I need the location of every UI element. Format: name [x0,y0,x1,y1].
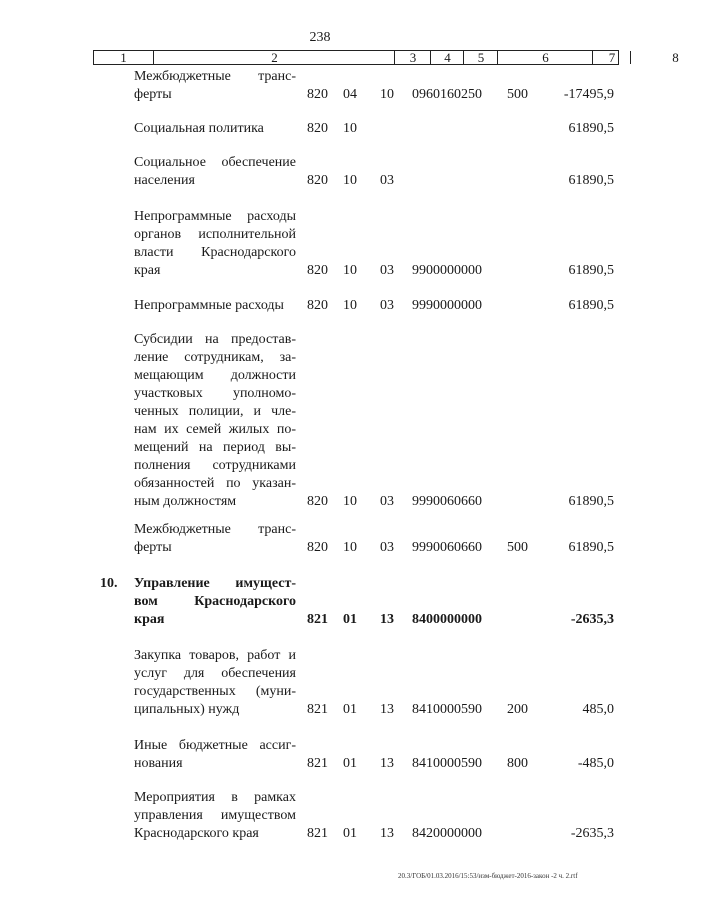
cell-c4: 10 [343,121,357,136]
description-line: края [134,263,161,278]
column-header-7: 7 [592,51,631,64]
table-row [0,647,640,719]
row-description [134,208,296,280]
table-row [0,789,640,843]
cell-c8: -2635,3 [570,826,614,841]
cell-c6: 9990060660 [412,494,482,509]
cell-c5: 03 [380,540,394,555]
description-line: ление сотрудникам, за- [134,350,296,365]
cell-c6: 9990060660 [412,540,482,555]
cell-c5: 03 [380,173,394,188]
cell-c8: 61890,5 [568,121,614,136]
description-line: населения [134,173,195,188]
row-description [134,521,296,557]
description-line: ферты [134,87,172,102]
cell-c4: 10 [343,298,357,313]
description-line: вом Краснодарского [134,594,296,609]
table-row [0,154,640,190]
cell-c5: 03 [380,494,394,509]
row-description [134,647,296,719]
cell-c8: -2635,3 [570,612,614,627]
page-number: 238 [309,30,331,45]
row-description [134,154,296,190]
cell-c6: 8400000000 [412,612,482,627]
description-line: ферты [134,540,172,555]
description-line: Социальное обеспечение [134,155,296,170]
cell-c3: 820 [307,494,328,509]
description-line: ченных полиции, и чле- [134,404,296,419]
row-description [134,68,296,104]
cell-c3: 821 [307,702,328,717]
cell-c3: 820 [307,173,328,188]
description-line: Межбюджетные транс- [134,522,296,537]
description-line: участковых уполномо- [134,386,296,401]
column-header-4: 4 [430,51,464,64]
cell-c8: 61890,5 [568,263,614,278]
cell-c7: 500 [507,87,528,102]
cell-c8: 61890,5 [568,298,614,313]
table-row [0,575,640,629]
cell-c3: 821 [307,826,328,841]
description-line: ципальных) нужд [134,702,240,717]
column-header-3: 3 [394,51,431,64]
cell-c3: 820 [307,298,328,313]
description-line: нования [134,756,183,771]
description-line: Мероприятия в рамках [134,790,296,805]
column-header-5: 5 [463,51,498,64]
cell-c4: 04 [343,87,357,102]
cell-c8: 61890,5 [568,494,614,509]
row-description [134,737,296,773]
cell-c3: 820 [307,121,328,136]
cell-c8: -485,0 [577,756,614,771]
description-line: Закупка товаров, работ и [134,648,296,663]
cell-c3: 820 [307,540,328,555]
cell-c4: 10 [343,173,357,188]
description-line: Социальная политика [134,121,264,136]
row-description [134,331,296,511]
description-line: края [134,612,165,627]
description-line: Управление имущест- [134,576,296,591]
table-row [0,68,640,104]
cell-c6: 8420000000 [412,826,482,841]
row-description [134,575,296,629]
cell-c5: 03 [380,298,394,313]
column-header-1: 1 [120,50,127,65]
cell-c7: 500 [507,540,528,555]
cell-c7: 200 [507,702,528,717]
cell-c8: 61890,5 [568,173,614,188]
cell-c6: 0960160250 [412,87,482,102]
cell-c4: 01 [343,612,357,627]
description-line: Непрограммные расходы [134,209,296,224]
column-header-6: 6 [497,51,593,64]
cell-c5: 13 [380,826,394,841]
cell-c5: 03 [380,263,394,278]
description-line: полнения сотрудниками [134,458,296,473]
column-header-8: 8 [630,51,720,64]
cell-c5: 13 [380,702,394,717]
cell-c6: 9990000000 [412,298,482,313]
cell-c5: 13 [380,756,394,771]
row-number: 10. [100,576,118,591]
table-row [0,208,640,280]
cell-c6: 8410000590 [412,702,482,717]
cell-c3: 821 [307,612,328,627]
description-line: Межбюджетные транс- [134,69,296,84]
description-line: Иные бюджетные ассиг- [134,738,296,753]
cell-c8: -17495,9 [563,87,614,102]
column-header-2: 2 [153,51,395,64]
row-description [134,120,296,138]
cell-c4: 10 [343,263,357,278]
description-line: управления имуществом [134,808,296,823]
footer-file-info: 20.3/ГОБ/01.03.2016/15:53/изм-бюджет-2016-закон -2 ч. 2.rtf [398,872,578,880]
column-header-row [93,50,679,65]
cell-c6: 8410000590 [412,756,482,771]
table-row [0,120,640,138]
description-line: обязанностей по указан- [134,476,296,491]
description-line: Непрограммные расходы [134,298,284,313]
cell-c5: 10 [380,87,394,102]
description-line: мещающим должности [134,368,296,383]
cell-c4: 10 [343,494,357,509]
cell-c3: 820 [307,263,328,278]
cell-c6: 9900000000 [412,263,482,278]
cell-c5: 13 [380,612,394,627]
description-line: Краснодарского края [134,826,259,841]
description-line: услуг для обеспечения [134,666,296,681]
description-line: власти Краснодарского [134,245,296,260]
cell-c4: 01 [343,756,357,771]
description-line: Субсидии на предостав- [134,332,296,347]
table-row [0,331,640,511]
description-line: ным должностям [134,494,237,509]
cell-c3: 821 [307,756,328,771]
cell-c4: 01 [343,702,357,717]
cell-c8: 61890,5 [568,540,614,555]
cell-c4: 10 [343,540,357,555]
cell-c3: 820 [307,87,328,102]
cell-c7: 800 [507,756,528,771]
description-line: органов исполнительной [134,227,296,242]
description-line: мещений на период вы- [134,440,296,455]
table-row [0,521,640,557]
table-row [0,297,640,315]
cell-c4: 01 [343,826,357,841]
description-line: государственных (муни- [134,684,296,699]
row-description [134,789,296,843]
cell-c8: 485,0 [582,702,614,717]
table-row [0,737,640,773]
row-description [134,297,296,315]
description-line: нам их семей жилых по- [134,422,296,437]
